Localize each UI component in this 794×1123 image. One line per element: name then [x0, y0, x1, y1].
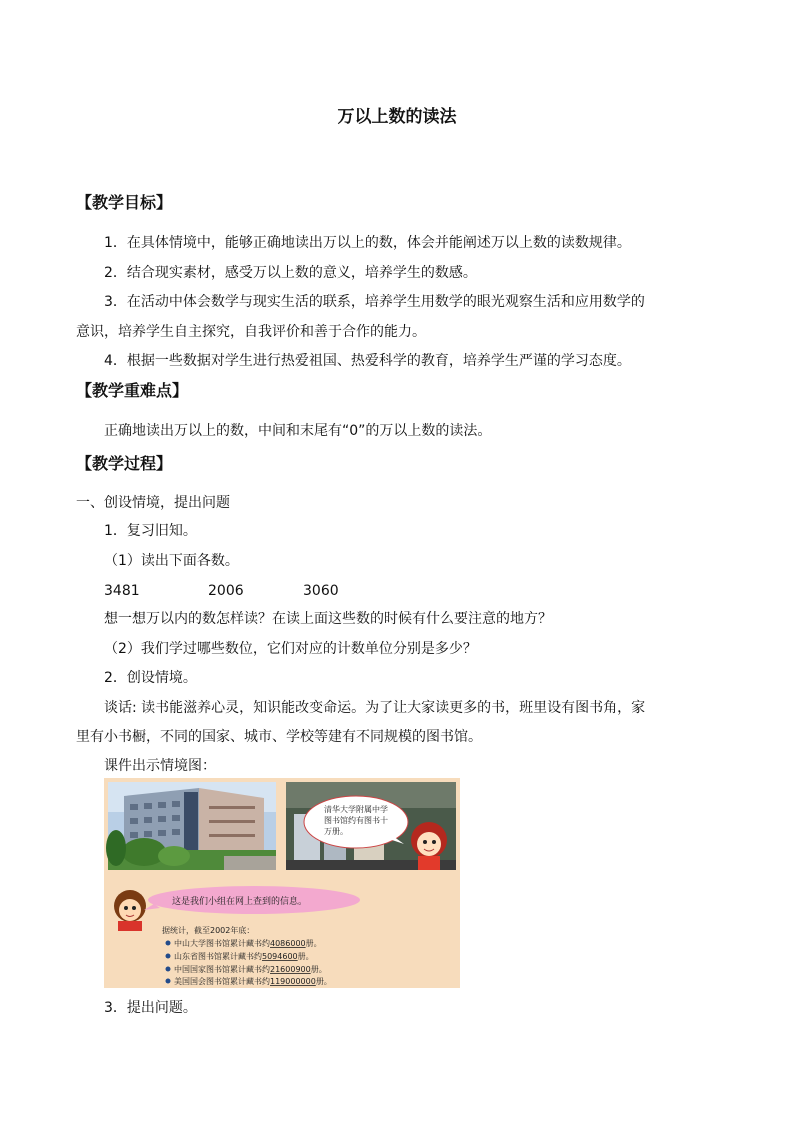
section-heading-key-points: 【教学重难点】 — [76, 381, 189, 400]
number-2: 2006 — [208, 583, 244, 599]
section-heading-goals: 【教学目标】 — [76, 193, 173, 212]
bubble-top-line-1: 清华大学附属中学 — [324, 805, 388, 814]
svg-text:山东省图书馆累计藏书约5094600册。: 山东省图书馆累计藏书约5094600册。 — [174, 952, 314, 961]
process-part-1: 一、创设情境，提出问题 — [76, 495, 230, 511]
number-1: 3481 — [104, 583, 140, 599]
bubble-bottom-text: 这是我们小组在网上查到的信息。 — [172, 897, 308, 907]
bubble-top-line-2: 图书馆约有图书十 — [324, 816, 388, 825]
goal-2: 2．结合现实素材，感受万以上数的意义，培养学生的数感。 — [104, 265, 477, 281]
process-step-1: 1．复习旧知。 — [104, 523, 197, 539]
goal-1: 1．在具体情境中，能够正确地读出万以上的数，体会并能阐述万以上数的读数规律。 — [104, 235, 631, 251]
process-step-2: 2．创设情境。 — [104, 670, 197, 686]
goal-3-line-1: 3．在活动中体会数学与现实生活的联系，培养学生用数学的眼光观察生活和应用数学的 — [104, 294, 645, 310]
process-think: 想一想万以内的数怎样读？在读上面这些数的时候有什么要注意的地方？ — [104, 611, 552, 627]
process-step-3: 3．提出问题。 — [104, 1000, 197, 1016]
page-title: 万以上数的读法 — [337, 107, 457, 127]
stat-list — [166, 938, 332, 986]
process-question-1: （1）读出下面各数。 — [104, 553, 239, 569]
number-3: 3060 — [303, 583, 339, 599]
svg-text:美国国会图书馆累计藏书约119000000册。: 美国国会图书馆累计藏书约119000000册。 — [174, 977, 332, 986]
svg-text:中山大学图书馆累计藏书约4086000册。: 中山大学图书馆累计藏书约4086000册。 — [174, 939, 322, 948]
library-building-photo — [106, 782, 276, 870]
situation-illustration — [104, 778, 460, 988]
talk-line-1: 谈话: 读书能滋养心灵，知识能改变命运。为了让大家读更多的书，班里设有图书角，家 — [104, 700, 646, 716]
process-question-2: （2）我们学过哪些数位，它们对应的计数单位分别是多少？ — [104, 641, 477, 657]
key-points-text: 正确地读出万以上的数，中间和末尾有“0”的万以上数的读法。 — [104, 423, 492, 439]
bubble-top-line-3: 万册。 — [324, 827, 348, 836]
stat-item — [166, 976, 332, 986]
stat-item — [166, 938, 322, 948]
section-heading-process: 【教学过程】 — [76, 454, 173, 473]
library-interior-photo — [286, 782, 456, 870]
cartoon-boy — [114, 890, 146, 931]
stat-item — [166, 964, 327, 974]
stat-intro: 据统计，截至2002年底： — [162, 926, 255, 935]
stat-item — [166, 951, 314, 961]
talk-line-2: 里有小书橱，不同的国家、城市、学校等建有不同规模的图书馆。 — [76, 729, 482, 745]
courseware-caption: 课件出示情境图： — [104, 758, 216, 774]
goal-4: 4．根据一些数据对学生进行热爱祖国、热爱科学的教育，培养学生严谨的学习态度。 — [104, 353, 631, 369]
goal-3-line-2: 意识，培养学生自主探究，自我评价和善于合作的能力。 — [76, 324, 426, 340]
svg-text:中国国家图书馆累计藏书约21600900册。: 中国国家图书馆累计藏书约21600900册。 — [174, 965, 327, 974]
